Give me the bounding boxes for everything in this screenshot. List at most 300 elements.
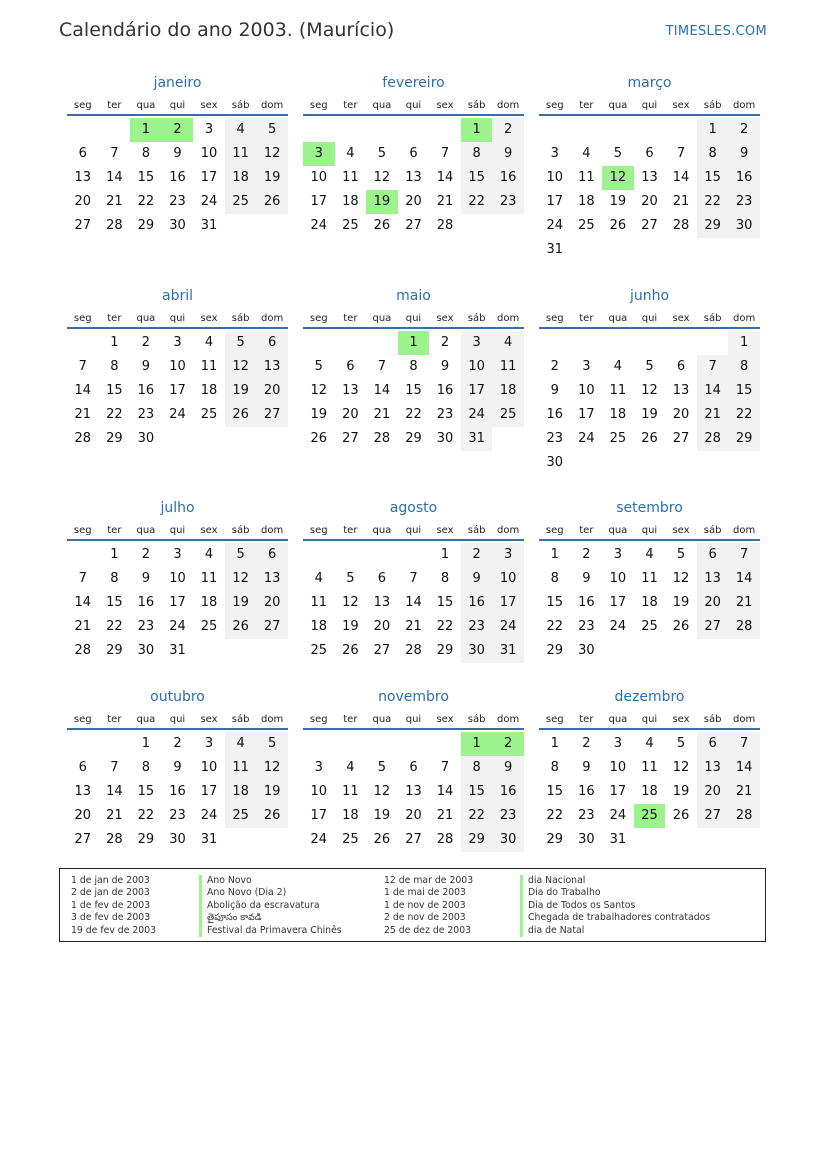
month-name: dezembro [614,689,685,705]
legend-holiday-name: Dia do Trabalho [520,887,710,899]
weekday-label: ter [343,525,358,536]
day-cell: 16 [492,166,524,190]
day-cell: 28 [436,832,454,847]
day-cell: 7 [110,146,119,161]
day-cell: 9 [582,760,591,775]
day-cell: 20 [405,194,422,209]
day-cell: 21 [697,403,729,427]
day-cell: 24 [169,407,186,422]
day-grid [539,543,760,663]
day-cell: 5 [314,359,323,374]
day-cell: 9 [728,142,760,166]
weekday-label: sex [200,313,218,324]
day-cell: 21 [74,619,92,634]
day-cell: 25 [641,619,658,634]
holiday-day-cell: 2 [162,118,194,142]
day-cell: 17 [310,194,328,209]
day-cell: 11 [200,359,218,374]
day-cell: 8 [728,355,760,379]
day-cell: 1 [550,736,559,751]
weekday-header [303,310,524,329]
empty-cell [67,543,99,567]
weekday-label: sex [436,714,454,725]
day-cell: 13 [256,567,288,591]
day-cell: 18 [641,595,658,610]
day-cell: 21 [728,780,760,804]
day-cell: 17 [461,379,493,403]
month-name: agosto [389,500,438,516]
day-cell: 25 [225,804,257,828]
day-cell: 23 [492,190,524,214]
day-cell: 18 [609,407,627,422]
empty-cell [398,118,430,142]
day-cell: 16 [578,595,595,610]
weekday-label: ter [107,525,122,536]
day-cell: 15 [546,784,564,799]
holiday-day-cell: 2 [492,732,524,756]
month-name: fevereiro [382,75,445,91]
weekday-label: qui [169,714,186,725]
day-cell: 11 [342,170,359,185]
day-cell: 14 [436,170,454,185]
day-cell: 21 [405,619,422,634]
weekday-label: qua [372,714,392,725]
day-cell: 9 [492,756,524,780]
day-cell: 5 [613,146,623,161]
day-cell: 30 [578,832,595,847]
weekday-label: seg [309,313,328,324]
day-cell: 1 [110,547,119,562]
day-cell: 5 [645,359,654,374]
weekday-label: sáb [231,525,250,536]
day-cell: 10 [169,359,186,374]
day-cell: 2 [141,335,151,350]
day-cell: 9 [173,146,182,161]
empty-cell [429,118,461,142]
day-cell: 22 [697,190,729,214]
day-cell: 14 [728,756,760,780]
month-name: julho [160,500,195,516]
day-cell: 15 [461,166,493,190]
day-cell: 14 [106,784,123,799]
day-cell: 20 [256,591,288,615]
weekday-label: qua [608,313,628,324]
holiday-day-cell: 3 [303,142,335,166]
day-cell: 10 [609,571,627,586]
day-cell: 15 [461,780,493,804]
day-cell: 17 [200,784,218,799]
weekday-label: dom [497,100,520,111]
day-grid [539,331,760,475]
day-cell: 13 [342,383,359,398]
day-cell: 23 [728,190,760,214]
day-cell: 1 [141,736,151,751]
day-cell: 10 [310,170,328,185]
weekday-label: sex [672,100,690,111]
weekday-label: sáb [703,525,722,536]
day-cell: 13 [697,756,729,780]
weekday-label: sáb [703,313,722,324]
day-cell: 3 [582,359,591,374]
weekday-label: dom [497,313,520,324]
day-cell: 14 [436,784,454,799]
brand-link[interactable]: TIMESLES.COM [665,24,767,39]
legend-date: 1 de fev de 2003 [71,899,151,911]
day-cell: 13 [697,567,729,591]
legend-dates-left [71,875,156,937]
day-cell: 16 [169,784,186,799]
weekday-label: qua [372,313,392,324]
day-cell: 5 [225,331,257,355]
legend-date: 25 de dez de 2003 [384,924,472,936]
day-cell: 27 [373,643,391,658]
legend-date: 2 de nov de 2003 [384,912,466,924]
day-cell: 6 [256,543,288,567]
day-cell: 7 [409,571,418,586]
day-cell: 24 [169,619,186,634]
day-cell: 22 [137,808,155,823]
day-cell: 18 [310,619,328,634]
day-cell: 30 [169,218,186,233]
day-cell: 14 [373,383,391,398]
day-cell: 18 [492,379,524,403]
day-cell: 13 [74,784,92,799]
day-cell: 30 [137,431,155,446]
legend-date: 3 de fev de 2003 [71,912,151,924]
weekday-label: qua [136,313,156,324]
day-cell: 29 [461,828,493,852]
weekday-label: seg [73,313,92,324]
day-cell: 23 [169,194,186,209]
day-cell: 5 [377,760,387,775]
day-cell: 11 [225,142,257,166]
day-cell: 4 [346,760,355,775]
day-cell: 27 [641,218,658,233]
day-cell: 20 [342,407,359,422]
weekday-label: ter [107,714,122,725]
day-cell: 31 [169,643,186,658]
day-cell: 10 [609,760,627,775]
weekday-label: seg [73,100,92,111]
day-cell: 3 [204,122,214,137]
day-grid [67,331,288,451]
day-cell: 23 [546,431,564,446]
day-cell: 26 [256,804,288,828]
day-cell: 3 [613,547,623,562]
legend-names-right [520,875,710,937]
day-cell: 15 [137,784,155,799]
legend-holiday-name: Chegada de trabalhadores contratados [520,912,710,924]
weekday-label: seg [309,714,328,725]
weekday-label: dom [261,100,284,111]
day-cell: 21 [436,194,454,209]
weekday-label: ter [343,313,358,324]
day-cell: 19 [609,194,627,209]
month-outubro [67,685,288,852]
day-cell: 6 [645,146,654,161]
day-cell: 31 [461,427,493,451]
day-cell: 14 [74,595,92,610]
day-cell: 28 [106,218,123,233]
day-cell: 26 [672,808,690,823]
weekday-label: seg [73,714,92,725]
day-cell: 8 [461,142,493,166]
day-cell: 6 [377,571,387,586]
weekday-label: qui [641,313,658,324]
legend-holiday-name: తైపూసం కావడి [199,912,342,924]
day-cell: 25 [200,619,218,634]
weekday-header [303,97,524,116]
day-cell: 22 [461,190,493,214]
day-cell: 19 [310,407,328,422]
day-cell: 12 [256,756,288,780]
weekday-label: seg [309,100,328,111]
day-cell: 25 [225,190,257,214]
day-cell: 26 [641,431,658,446]
day-cell: 9 [550,383,559,398]
day-cell: 27 [697,615,729,639]
empty-cell [634,118,666,142]
empty-cell [366,331,398,355]
empty-cell [335,118,367,142]
day-cell: 17 [310,808,328,823]
day-cell: 7 [440,760,450,775]
day-cell: 6 [697,543,729,567]
day-cell: 20 [641,194,658,209]
legend-date: 19 de fev de 2003 [71,924,157,936]
day-cell: 8 [550,571,559,586]
day-cell: 24 [609,619,627,634]
day-cell: 27 [697,804,729,828]
day-cell: 11 [641,571,658,586]
legend-holiday-name: Dia de Todos os Santos [520,900,710,912]
day-cell: 22 [461,804,493,828]
day-cell: 16 [492,780,524,804]
day-cell: 16 [546,407,564,422]
day-cell: 29 [697,214,729,238]
day-cell: 16 [169,170,186,185]
day-cell: 4 [613,359,623,374]
day-cell: 18 [200,595,218,610]
weekday-header [539,522,760,541]
day-cell: 1 [550,547,559,562]
day-cell: 19 [672,784,690,799]
day-cell: 23 [137,407,155,422]
day-cell: 8 [141,146,151,161]
day-cell: 16 [137,595,155,610]
day-cell: 2 [461,543,493,567]
day-cell: 20 [672,407,690,422]
holiday-day-cell: 1 [130,118,162,142]
day-cell: 23 [578,808,595,823]
weekday-header [67,522,288,541]
day-cell: 21 [74,407,92,422]
day-cell: 11 [492,355,524,379]
day-cell: 30 [492,828,524,852]
day-cell: 9 [582,571,591,586]
empty-cell [429,732,461,756]
day-cell: 23 [137,619,155,634]
weekday-label: sáb [467,525,486,536]
day-cell: 29 [106,643,123,658]
day-cell: 25 [200,407,218,422]
day-cell: 22 [728,403,760,427]
legend-date: 1 de nov de 2003 [384,899,466,911]
day-cell: 19 [225,379,257,403]
weekday-label: seg [545,100,564,111]
day-cell: 6 [256,331,288,355]
weekday-label: qui [169,100,186,111]
day-cell: 25 [342,218,359,233]
empty-cell [335,543,367,567]
day-cell: 7 [728,543,760,567]
day-cell: 24 [310,832,328,847]
day-cell: 21 [436,808,454,823]
legend-date: 1 de mai de 2003 [384,887,466,899]
day-cell: 13 [74,170,92,185]
day-cell: 15 [405,383,422,398]
day-cell: 19 [256,166,288,190]
weekday-label: qui [405,525,422,536]
weekday-label: dom [733,714,756,725]
day-cell: 12 [225,567,257,591]
weekday-label: ter [579,313,594,324]
day-cell: 20 [74,194,92,209]
empty-cell [366,543,398,567]
day-cell: 26 [310,431,328,446]
weekday-label: dom [261,313,284,324]
holiday-day-cell: 12 [602,166,634,190]
day-cell: 15 [106,383,123,398]
day-cell: 18 [200,383,218,398]
empty-cell [303,543,335,567]
day-cell: 4 [645,736,654,751]
day-cell: 29 [405,431,422,446]
day-cell: 30 [461,639,493,663]
day-cell: 2 [582,736,591,751]
day-cell: 1 [440,547,450,562]
day-cell: 8 [550,760,559,775]
empty-cell [665,331,697,355]
weekday-label: qui [641,714,658,725]
weekday-label: qua [608,525,628,536]
day-cell: 28 [728,615,760,639]
weekday-label: qua [136,100,156,111]
day-cell: 9 [461,567,493,591]
day-cell: 2 [728,118,760,142]
weekday-label: qui [641,100,658,111]
day-cell: 28 [728,804,760,828]
day-grid [67,118,288,238]
empty-cell [67,331,99,355]
day-cell: 9 [173,760,182,775]
day-cell: 27 [672,431,690,446]
day-cell: 30 [728,214,760,238]
legend-names-left [199,875,342,937]
day-cell: 26 [373,218,391,233]
weekday-label: qua [608,100,628,111]
day-cell: 3 [613,736,623,751]
weekday-label: sáb [467,714,486,725]
day-cell: 31 [200,832,218,847]
holiday-day-cell: 1 [461,732,493,756]
day-cell: 27 [405,218,422,233]
day-cell: 27 [256,403,288,427]
weekday-label: sáb [703,100,722,111]
weekday-label: qua [136,714,156,725]
day-cell: 2 [550,359,559,374]
day-cell: 28 [74,643,92,658]
day-cell: 8 [461,756,493,780]
day-cell: 25 [342,832,359,847]
day-cell: 11 [310,595,328,610]
weekday-label: qui [405,714,422,725]
day-cell: 17 [169,595,186,610]
legend-holiday-name: Ano Novo (Dia 2) [199,887,342,899]
month-name: junho [629,288,670,304]
empty-cell [665,118,697,142]
weekday-label: ter [343,714,358,725]
empty-cell [335,331,367,355]
month-name: maio [396,288,431,304]
month-março [539,71,760,262]
day-cell: 30 [546,455,564,470]
legend-holiday-name: dia Nacional [520,875,710,887]
day-cell: 17 [609,784,627,799]
day-cell: 9 [440,359,450,374]
day-cell: 18 [225,166,257,190]
day-cell: 11 [200,571,218,586]
day-cell: 22 [106,407,123,422]
day-cell: 12 [373,784,391,799]
month-agosto [303,496,524,663]
month-fevereiro [303,71,524,238]
day-cell: 8 [110,571,119,586]
day-cell: 15 [137,170,155,185]
day-cell: 10 [310,784,328,799]
empty-cell [571,331,603,355]
empty-cell [303,732,335,756]
day-cell: 14 [728,567,760,591]
legend-holiday-name: Ano Novo [199,875,342,887]
day-cell: 26 [373,832,391,847]
weekday-label: qui [641,525,658,536]
day-cell: 18 [225,780,257,804]
day-cell: 28 [405,643,422,658]
day-cell: 14 [672,170,690,185]
day-cell: 24 [546,218,564,233]
day-cell: 20 [373,619,391,634]
empty-cell [571,118,603,142]
day-cell: 26 [225,403,257,427]
weekday-label: qua [608,714,628,725]
empty-cell [67,732,99,756]
day-cell: 29 [106,431,123,446]
day-cell: 29 [546,643,564,658]
day-cell: 3 [173,547,182,562]
month-dezembro [539,685,760,852]
weekday-label: seg [309,525,328,536]
day-cell: 26 [342,643,359,658]
weekday-label: qui [169,525,186,536]
day-cell: 17 [200,170,218,185]
empty-cell [366,118,398,142]
day-cell: 10 [492,567,524,591]
holiday-day-cell: 25 [634,804,666,828]
day-cell: 16 [137,383,155,398]
day-cell: 4 [225,118,257,142]
weekday-label: ter [579,714,594,725]
